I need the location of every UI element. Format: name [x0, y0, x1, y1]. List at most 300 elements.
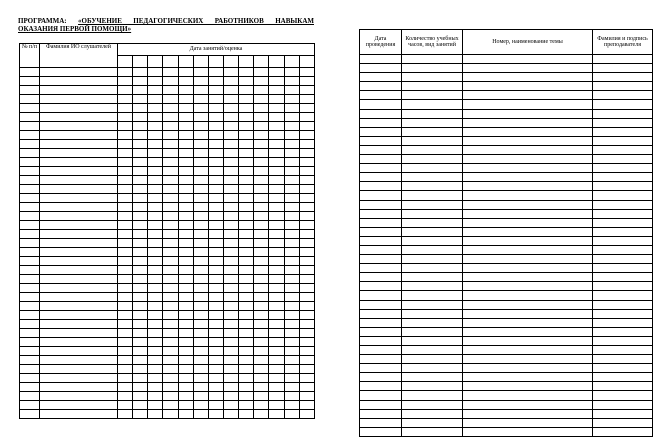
table-cell — [593, 391, 653, 400]
table-cell — [593, 173, 653, 182]
table-cell — [402, 418, 463, 427]
table-cell — [239, 122, 254, 131]
table-cell — [284, 248, 299, 257]
table-cell — [193, 275, 208, 284]
table-cell — [223, 77, 238, 86]
table-cell — [360, 364, 402, 373]
table-cell — [299, 113, 314, 122]
table-cell — [239, 149, 254, 158]
table-cell — [593, 73, 653, 82]
table-cell — [133, 410, 148, 419]
table-cell — [40, 383, 118, 392]
table-cell — [463, 282, 593, 291]
table-cell — [40, 338, 118, 347]
table-row — [20, 410, 315, 419]
table-cell — [269, 77, 284, 86]
table-cell — [284, 383, 299, 392]
table-cell — [178, 284, 193, 293]
table-cell — [254, 383, 269, 392]
table-cell — [223, 158, 238, 167]
table-cell — [402, 191, 463, 200]
table-cell — [223, 230, 238, 239]
table-cell — [284, 329, 299, 338]
table-cell — [148, 122, 163, 131]
table-cell — [463, 109, 593, 118]
table-cell — [133, 77, 148, 86]
table-cell — [193, 95, 208, 104]
table-cell — [593, 218, 653, 227]
table-cell — [178, 338, 193, 347]
table-cell — [360, 164, 402, 173]
table-cell — [193, 158, 208, 167]
table-cell — [148, 176, 163, 185]
date-column-cell — [178, 56, 193, 68]
table-row — [20, 239, 315, 248]
table-cell — [118, 176, 133, 185]
table-cell — [402, 346, 463, 355]
table-cell — [148, 401, 163, 410]
table-cell — [178, 383, 193, 392]
table-cell — [40, 329, 118, 338]
table-cell — [254, 77, 269, 86]
table-cell — [208, 293, 223, 302]
table-row — [360, 73, 653, 82]
table-cell — [360, 309, 402, 318]
table-cell — [208, 140, 223, 149]
table-row — [20, 320, 315, 329]
table-cell — [223, 293, 238, 302]
table-cell — [178, 212, 193, 221]
table-cell — [118, 275, 133, 284]
table-cell — [360, 127, 402, 136]
table-cell — [118, 392, 133, 401]
table-cell — [239, 77, 254, 86]
table-cell — [463, 55, 593, 64]
table-cell — [208, 383, 223, 392]
table-cell — [208, 356, 223, 365]
table-cell — [148, 77, 163, 86]
table-cell — [463, 91, 593, 100]
table-cell — [299, 104, 314, 113]
table-cell — [193, 86, 208, 95]
table-cell — [118, 410, 133, 419]
table-cell — [20, 239, 40, 248]
table-cell — [284, 293, 299, 302]
table-cell — [402, 155, 463, 164]
table-cell — [163, 140, 178, 149]
table-row — [360, 291, 653, 300]
table-row — [20, 176, 315, 185]
table-cell — [239, 401, 254, 410]
table-cell — [118, 167, 133, 176]
table-cell — [299, 374, 314, 383]
table-cell — [163, 356, 178, 365]
table-cell — [133, 338, 148, 347]
table-cell — [463, 300, 593, 309]
table-row — [20, 275, 315, 284]
table-cell — [118, 203, 133, 212]
table-cell — [299, 86, 314, 95]
table-cell — [402, 282, 463, 291]
table-cell — [284, 221, 299, 230]
table-row — [20, 185, 315, 194]
table-cell — [118, 131, 133, 140]
table-cell — [269, 167, 284, 176]
table-cell — [360, 100, 402, 109]
table-cell — [40, 212, 118, 221]
header-hours-type: Количество учебных часов, вид занятий — [402, 30, 463, 55]
table-cell — [223, 320, 238, 329]
table-cell — [402, 427, 463, 436]
table-cell — [178, 167, 193, 176]
table-cell — [360, 391, 402, 400]
table-cell — [193, 320, 208, 329]
table-cell — [118, 284, 133, 293]
table-cell — [239, 203, 254, 212]
table-cell — [593, 409, 653, 418]
table-cell — [463, 318, 593, 327]
table-cell — [239, 293, 254, 302]
table-cell — [402, 64, 463, 73]
table-cell — [118, 248, 133, 257]
table-cell — [133, 239, 148, 248]
table-row — [20, 293, 315, 302]
table-cell — [463, 64, 593, 73]
table-cell — [593, 355, 653, 364]
table-cell — [239, 392, 254, 401]
table-cell — [193, 356, 208, 365]
table-cell — [178, 95, 193, 104]
table-cell — [299, 122, 314, 131]
table-cell — [223, 410, 238, 419]
table-cell — [269, 320, 284, 329]
table-cell — [40, 131, 118, 140]
table-cell — [193, 284, 208, 293]
table-cell — [360, 91, 402, 100]
table-cell — [593, 418, 653, 427]
table-row — [20, 266, 315, 275]
table-cell — [193, 257, 208, 266]
table-cell — [163, 122, 178, 131]
table-cell — [299, 230, 314, 239]
table-cell — [402, 218, 463, 227]
table-cell — [402, 118, 463, 127]
table-row — [360, 236, 653, 245]
table-cell — [223, 266, 238, 275]
table-cell — [360, 245, 402, 254]
table-row — [360, 227, 653, 236]
table-row — [360, 182, 653, 191]
table-cell — [20, 257, 40, 266]
table-cell — [402, 91, 463, 100]
table-cell — [178, 356, 193, 365]
table-cell — [269, 221, 284, 230]
table-row — [20, 248, 315, 257]
table-cell — [593, 191, 653, 200]
table-cell — [118, 113, 133, 122]
table-cell — [239, 383, 254, 392]
date-column-cell — [163, 56, 178, 68]
table-cell — [254, 212, 269, 221]
table-row — [360, 373, 653, 382]
table-cell — [593, 318, 653, 327]
table-cell — [118, 239, 133, 248]
table-cell — [178, 158, 193, 167]
table-cell — [40, 77, 118, 86]
table-cell — [193, 149, 208, 158]
table-cell — [360, 264, 402, 273]
table-cell — [163, 257, 178, 266]
table-cell — [402, 300, 463, 309]
table-cell — [208, 194, 223, 203]
table-cell — [163, 176, 178, 185]
table-cell — [360, 173, 402, 182]
table-cell — [360, 218, 402, 227]
table-cell — [148, 140, 163, 149]
table-cell — [223, 257, 238, 266]
table-cell — [239, 95, 254, 104]
table-cell — [284, 275, 299, 284]
table-cell — [402, 291, 463, 300]
table-cell — [178, 131, 193, 140]
table-cell — [402, 127, 463, 136]
table-cell — [402, 227, 463, 236]
table-cell — [402, 109, 463, 118]
table-cell — [284, 356, 299, 365]
table-cell — [360, 382, 402, 391]
table-cell — [269, 122, 284, 131]
table-cell — [20, 347, 40, 356]
table-row — [360, 273, 653, 282]
table-cell — [20, 167, 40, 176]
table-cell — [593, 200, 653, 209]
table-cell — [284, 86, 299, 95]
table-cell — [163, 302, 178, 311]
table-cell — [360, 109, 402, 118]
table-cell — [178, 149, 193, 158]
table-cell — [593, 236, 653, 245]
table-cell — [284, 347, 299, 356]
table-cell — [178, 266, 193, 275]
table-cell — [133, 95, 148, 104]
table-cell — [40, 302, 118, 311]
table-cell — [223, 365, 238, 374]
table-cell — [133, 302, 148, 311]
table-cell — [118, 338, 133, 347]
table-cell — [360, 282, 402, 291]
program-title — [18, 17, 314, 33]
table-cell — [193, 401, 208, 410]
table-cell — [254, 194, 269, 203]
table-cell — [208, 230, 223, 239]
table-cell — [208, 392, 223, 401]
table-cell — [163, 194, 178, 203]
table-cell — [360, 409, 402, 418]
table-cell — [463, 236, 593, 245]
program-title-line2: ОКАЗАНИЯ ПЕРВОЙ ПОМОЩИ» — [18, 25, 132, 33]
table-cell — [360, 73, 402, 82]
table-cell — [223, 275, 238, 284]
table-cell — [284, 77, 299, 86]
table-cell — [402, 173, 463, 182]
table-cell — [284, 140, 299, 149]
table-cell — [284, 212, 299, 221]
table-cell — [118, 230, 133, 239]
table-row — [20, 401, 315, 410]
table-cell — [133, 374, 148, 383]
table-cell — [239, 104, 254, 113]
table-cell — [360, 418, 402, 427]
table-cell — [133, 320, 148, 329]
table-cell — [593, 64, 653, 73]
table-cell — [593, 109, 653, 118]
table-cell — [163, 86, 178, 95]
table-cell — [269, 365, 284, 374]
table-cell — [20, 122, 40, 131]
table-cell — [163, 266, 178, 275]
table-cell — [208, 167, 223, 176]
table-cell — [163, 374, 178, 383]
table-cell — [269, 293, 284, 302]
table-cell — [239, 266, 254, 275]
table-cell — [299, 383, 314, 392]
table-cell — [163, 338, 178, 347]
table-cell — [163, 104, 178, 113]
table-cell — [239, 257, 254, 266]
table-cell — [133, 275, 148, 284]
table-cell — [178, 221, 193, 230]
table-cell — [593, 273, 653, 282]
table-cell — [254, 140, 269, 149]
table-cell — [148, 257, 163, 266]
table-cell — [163, 347, 178, 356]
table-cell — [208, 365, 223, 374]
table-cell — [118, 383, 133, 392]
table-cell — [133, 203, 148, 212]
table-cell — [269, 149, 284, 158]
table-cell — [40, 194, 118, 203]
table-cell — [118, 158, 133, 167]
table-cell — [402, 327, 463, 336]
table-cell — [360, 300, 402, 309]
table-row — [20, 158, 315, 167]
table-cell — [239, 356, 254, 365]
table-row — [20, 95, 315, 104]
table-row — [360, 327, 653, 336]
table-cell — [40, 257, 118, 266]
table-cell — [193, 338, 208, 347]
table-cell — [148, 185, 163, 194]
table-cell — [463, 336, 593, 345]
table-row — [360, 64, 653, 73]
table-row — [360, 127, 653, 136]
table-cell — [269, 248, 284, 257]
table-cell — [208, 122, 223, 131]
table-cell — [193, 68, 208, 77]
table-cell — [148, 275, 163, 284]
table-cell — [40, 311, 118, 320]
table-row — [20, 365, 315, 374]
table-cell — [402, 182, 463, 191]
table-cell — [284, 365, 299, 374]
table-cell — [20, 194, 40, 203]
table-cell — [299, 167, 314, 176]
table-cell — [40, 320, 118, 329]
table-cell — [40, 86, 118, 95]
table-cell — [402, 55, 463, 64]
table-cell — [593, 346, 653, 355]
table-cell — [284, 158, 299, 167]
table-cell — [163, 95, 178, 104]
table-cell — [402, 164, 463, 173]
table-cell — [40, 122, 118, 131]
table-cell — [299, 356, 314, 365]
table-cell — [133, 284, 148, 293]
program-title-prefix: ПРОГРАММА: — [18, 17, 79, 25]
table-cell — [463, 327, 593, 336]
table-cell — [239, 194, 254, 203]
table-cell — [239, 239, 254, 248]
table-cell — [402, 73, 463, 82]
table-cell — [299, 284, 314, 293]
table-cell — [463, 182, 593, 191]
table-cell — [40, 113, 118, 122]
table-cell — [402, 309, 463, 318]
table-cell — [239, 338, 254, 347]
table-cell — [284, 284, 299, 293]
table-cell — [40, 266, 118, 275]
table-cell — [163, 284, 178, 293]
table-cell — [133, 212, 148, 221]
table-cell — [269, 113, 284, 122]
table-cell — [284, 320, 299, 329]
table-row — [360, 346, 653, 355]
table-cell — [118, 77, 133, 86]
table-cell — [254, 356, 269, 365]
table-cell — [148, 212, 163, 221]
table-cell — [118, 221, 133, 230]
table-cell — [193, 329, 208, 338]
table-cell — [163, 320, 178, 329]
table-cell — [269, 392, 284, 401]
table-cell — [20, 203, 40, 212]
table-cell — [284, 167, 299, 176]
table-cell — [193, 104, 208, 113]
table-cell — [20, 176, 40, 185]
table-cell — [133, 365, 148, 374]
table-cell — [284, 203, 299, 212]
table-cell — [239, 140, 254, 149]
table-row — [360, 336, 653, 345]
table-cell — [593, 382, 653, 391]
table-cell — [118, 374, 133, 383]
attendance-table — [19, 43, 315, 419]
table-cell — [269, 131, 284, 140]
table-cell — [269, 239, 284, 248]
table-cell — [239, 275, 254, 284]
table-cell — [208, 401, 223, 410]
table-cell — [239, 302, 254, 311]
table-cell — [148, 221, 163, 230]
table-cell — [269, 356, 284, 365]
table-cell — [223, 248, 238, 257]
table-cell — [463, 273, 593, 282]
table-cell — [463, 364, 593, 373]
table-cell — [254, 113, 269, 122]
table-cell — [593, 309, 653, 318]
table-cell — [299, 77, 314, 86]
table-cell — [402, 391, 463, 400]
